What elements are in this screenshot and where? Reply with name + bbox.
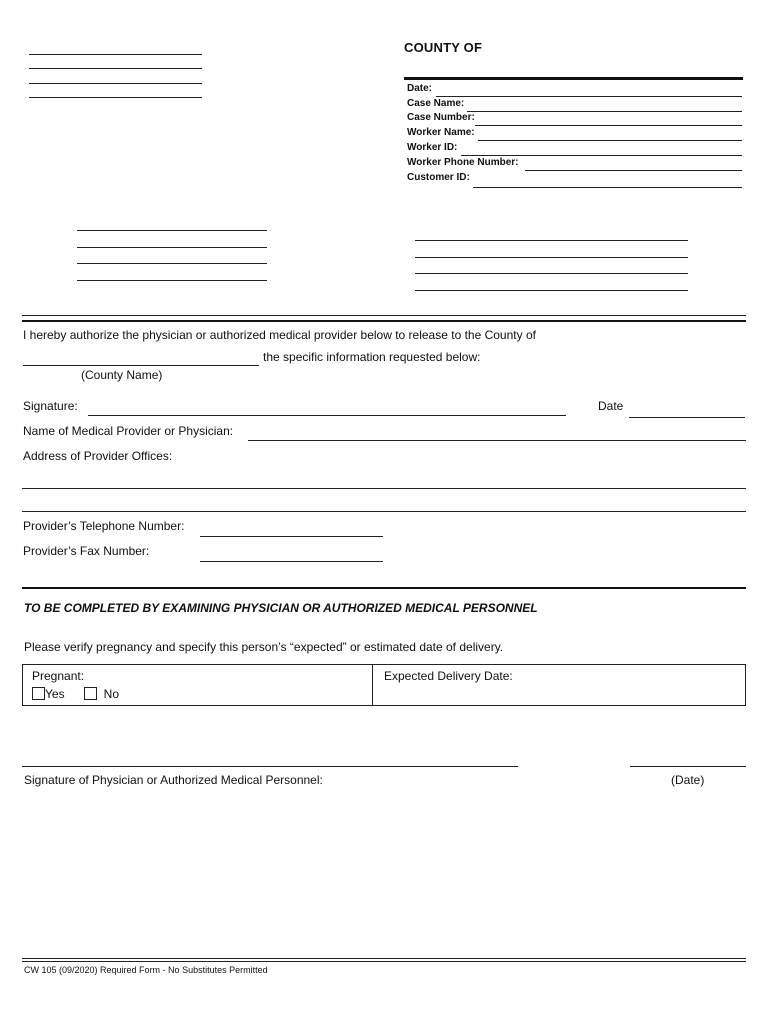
address-line-4[interactable] bbox=[29, 97, 202, 98]
provider-address-field-1[interactable] bbox=[22, 488, 746, 489]
county-name-caption: (County Name) bbox=[81, 368, 163, 382]
no-checkbox[interactable] bbox=[84, 687, 97, 700]
case-number-field[interactable] bbox=[475, 125, 742, 126]
customer-id-field[interactable] bbox=[473, 187, 742, 188]
footer-rule-bottom bbox=[22, 961, 746, 962]
address-line-3[interactable] bbox=[29, 83, 202, 84]
provider-address-field-2[interactable] bbox=[22, 511, 746, 512]
provider-address-label: Address of Provider Offices: bbox=[23, 449, 173, 463]
section-divider-thick bbox=[22, 320, 746, 322]
worker-phone-label: Worker Phone Number: bbox=[407, 157, 519, 168]
authorization-intro-line1: I hereby authorize the physician or authorized medical provider below to release to the County of bbox=[23, 328, 536, 342]
authorization-date-field[interactable] bbox=[629, 417, 745, 418]
footer-rule-top bbox=[22, 958, 746, 959]
address-line-1[interactable] bbox=[29, 54, 202, 55]
physician-section-rule bbox=[22, 587, 746, 589]
pregnant-yes-option[interactable] bbox=[32, 687, 65, 701]
worker-id-label: Worker ID: bbox=[407, 142, 458, 153]
recipient-address-line-4[interactable] bbox=[77, 280, 267, 281]
worker-name-label: Worker Name: bbox=[407, 127, 475, 138]
yes-checkbox[interactable] bbox=[32, 687, 45, 700]
provider-name-label: Name of Medical Provider or Physician: bbox=[23, 424, 234, 438]
no-label: No bbox=[103, 687, 120, 701]
provider-fax-label: Provider’s Fax Number: bbox=[23, 544, 150, 558]
worker-name-field[interactable] bbox=[478, 140, 742, 141]
pregnant-no-option[interactable] bbox=[84, 687, 119, 701]
physician-date-label: (Date) bbox=[671, 773, 705, 787]
authorization-date-label: Date bbox=[598, 399, 624, 413]
office-address-line-1[interactable] bbox=[415, 240, 688, 241]
provider-phone-label: Provider’s Telephone Number: bbox=[23, 519, 185, 533]
recipient-address-line-1[interactable] bbox=[77, 230, 267, 231]
physician-signature-label: Signature of Physician or Authorized Medical Personnel: bbox=[24, 773, 323, 787]
provider-phone-field[interactable] bbox=[200, 536, 383, 537]
office-address-line-3[interactable] bbox=[415, 273, 688, 274]
case-number-label: Case Number: bbox=[407, 112, 475, 123]
case-name-label: Case Name: bbox=[407, 98, 465, 109]
provider-fax-field[interactable] bbox=[200, 561, 383, 562]
recipient-address-line-3[interactable] bbox=[77, 263, 267, 264]
pregnancy-instruction: Please verify pregnancy and specify this person’s “expected” or estimated date of delivery. bbox=[24, 640, 504, 654]
provider-name-field[interactable] bbox=[248, 440, 746, 441]
worker-phone-field[interactable] bbox=[525, 170, 742, 171]
customer-id-label: Customer ID: bbox=[407, 172, 470, 183]
pregnant-label: Pregnant: bbox=[32, 669, 85, 683]
signature-label: Signature: bbox=[23, 399, 78, 413]
office-address-line-2[interactable] bbox=[415, 257, 688, 258]
case-name-field[interactable] bbox=[467, 111, 742, 112]
signature-field[interactable] bbox=[88, 415, 566, 416]
pregnancy-table-divider bbox=[372, 664, 373, 705]
delivery-date-label: Expected Delivery Date: bbox=[384, 669, 513, 683]
case-date-label: Date: bbox=[407, 83, 433, 94]
yes-label: Yes bbox=[45, 687, 65, 701]
physician-section-heading: TO BE COMPLETED BY EXAMINING PHYSICIAN OR AUTHORIZED MEDICAL PERSONNEL bbox=[24, 601, 538, 615]
physician-signature-field[interactable] bbox=[22, 766, 518, 767]
office-address-line-4[interactable] bbox=[415, 290, 688, 291]
authorization-intro-line2: the specific information requested below: bbox=[263, 350, 481, 364]
form-id-footer: CW 105 (09/2020) Required Form - No Substitutes Permitted bbox=[24, 965, 268, 975]
case-info-top-rule bbox=[404, 77, 743, 80]
address-line-2[interactable] bbox=[29, 68, 202, 69]
county-title: COUNTY OF bbox=[404, 40, 483, 55]
worker-id-field[interactable] bbox=[461, 155, 742, 156]
section-divider-thin bbox=[22, 315, 746, 316]
physician-date-field[interactable] bbox=[630, 766, 746, 767]
county-name-field[interactable] bbox=[23, 365, 259, 366]
recipient-address-line-2[interactable] bbox=[77, 247, 267, 248]
case-date-field[interactable] bbox=[436, 96, 742, 97]
